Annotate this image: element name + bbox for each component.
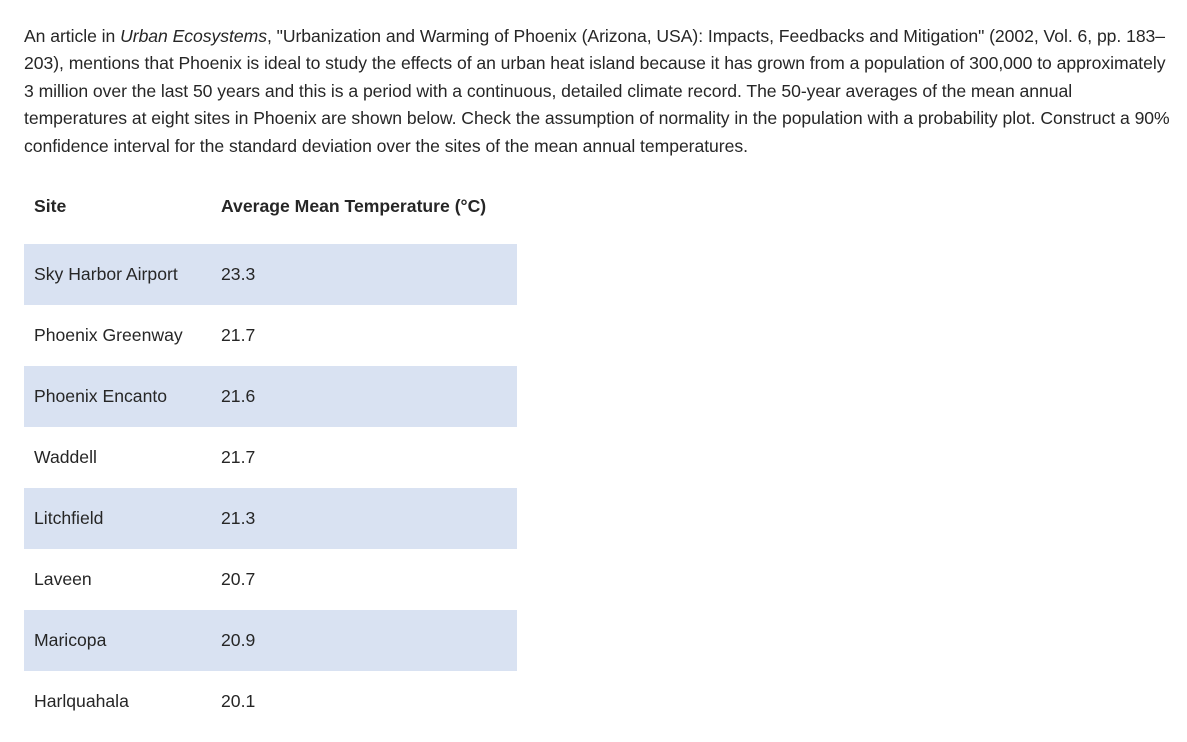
temperature-table [24,176,517,732]
table-row [24,671,517,732]
table-row [24,305,517,366]
temperature-cell: 23.3 [211,244,517,305]
temperature-cell: 20.9 [211,610,517,671]
table-row [24,366,517,427]
table-row [24,488,517,549]
site-cell: Litchfield [24,488,211,549]
site-cell: Sky Harbor Airport [24,244,211,305]
table-row [24,427,517,488]
site-cell: Phoenix Greenway [34,325,183,345]
temperature-cell: 21.7 [221,325,256,345]
site-cell: Waddell [34,447,97,467]
temperature-cell: 21.7 [221,447,256,467]
site-cell: Laveen [34,569,92,589]
journal-name: Urban Ecosystems [120,25,267,46]
site-cell: Maricopa [24,610,211,671]
table-row [24,610,517,671]
site-cell: Harlquahala [34,691,129,711]
temperature-cell: 20.1 [221,691,256,711]
site-cell: Phoenix Encanto [24,366,211,427]
problem-text-intro: An article in [24,25,121,46]
problem-text-body: , "Urbanization and Warming of Phoenix (Arizona, USA): Impacts, Feedbacks and Mitigation" (2002, Vol. 6, pp. 183–203), mentions that Phoenix is ideal to study the effects of an urban heat island because it has grown from a population of 300,000 to approximately 3 million over the last 50 years and this is a period with a continuous, detailed climate record. The 50-year averages of the mean annual temperatures at eight sites in Phoenix are shown below. Check the assumption of normality in the population with a probability plot. Construct a 90% confidence interval for the standard deviation over the sites of the mean annual temperatures. [24,25,1170,156]
column-header-temperature: Average Mean Temperature (°C) [221,195,487,216]
table-header-row [24,176,517,236]
column-header-site: Site [34,195,67,216]
temperature-cell: 21.6 [211,366,517,427]
table-row [24,549,517,610]
problem-statement [24,23,1179,161]
table-row [24,244,517,305]
temperature-cell: 20.7 [221,569,256,589]
temperature-cell: 21.3 [211,488,517,549]
